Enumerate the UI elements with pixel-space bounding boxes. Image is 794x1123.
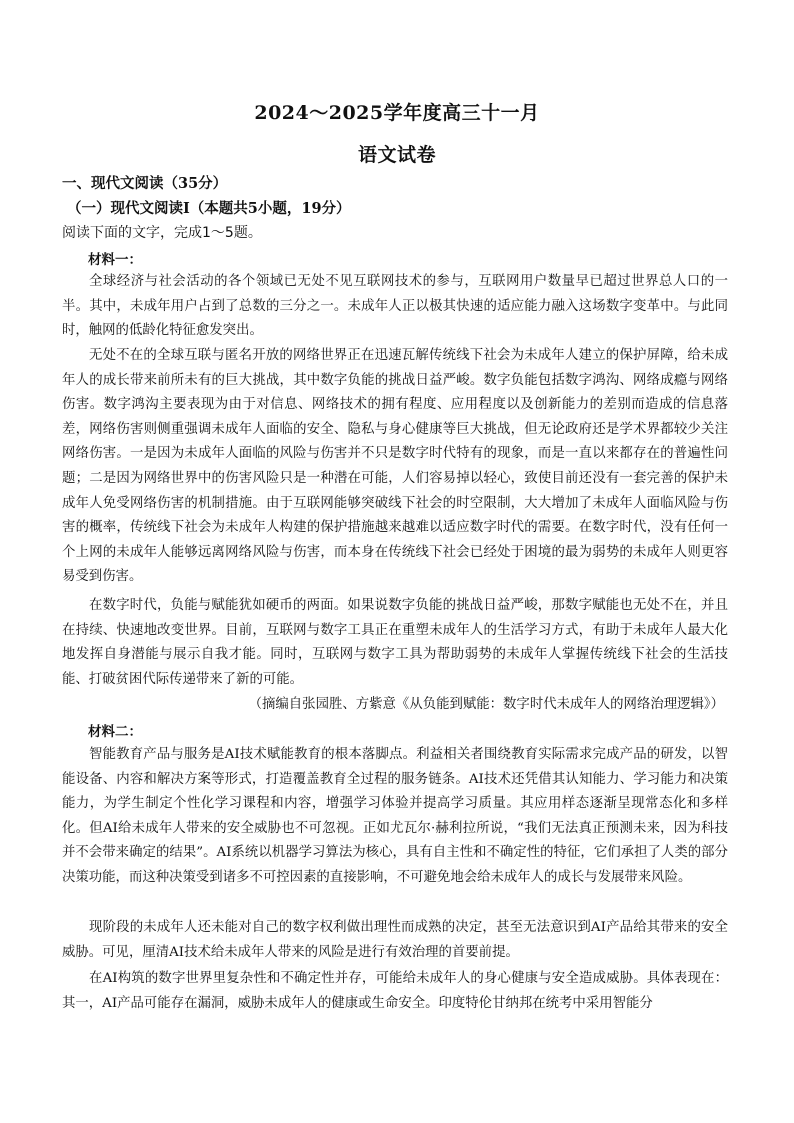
subsection-heading: （一）现代文阅读Ⅰ（本题共5小题，19分） xyxy=(67,200,351,217)
material-two-label: 材料二： xyxy=(88,724,142,740)
material-one-paragraph: 在数字时代，负能与赋能犹如硬币的两面。如果说数字负能的挑战日益严峻，那数字赋能也无处不在，并且在持续、快速地改变世界。目前，互联网与数字工具正在重塑未成年人的生活学习方式，有助于未成年人最大化地发挥自身潜能与展示自我才能。同时，互联网与数字工具为帮助弱势的未成年人掌握传统线下社会的生活技能、打破贫困代际传递带来了新的可能。 xyxy=(62,598,728,687)
material-one-label: 材料一： xyxy=(88,252,142,268)
material-two-paragraph: 智能教育产品与服务是AI技术赋能教育的根本落脚点。利益相关者围绕教育实际需求完成产品的研发，以智能设备、内容和解决方案等形式，打造覆盖教育全过程的服务链条。AI技术还凭借其认知能力、学习能力和决策能力，为学生制定个性化学习课程和内容，增强学习体验并提高学习质量。其应用样态逐渐呈现常态化和多样化。但AI给未成年人带来的安全威胁也不可忽视。正如尤瓦尔·赫利拉所说，“我们无法真正预测未来，因为科技并不会带来确定的结果”。AI系统以机器学习算法为核心，具有自主性和不确定性的特征，它们承担了人类的部分决策功能，而这种决策受到诸多不可控因素的直接影响，不可避免地会给未成年人的成长与发展带来风险。 xyxy=(62,747,728,885)
material-one-paragraph: 无处不在的全球互联与匿名开放的网络世界正在迅速瓦解传统线下社会为未成年人建立的保护屏障，给未成年人的成长带来前所未有的巨大挑战，其中数字负能的挑战日益严峻。数字负能包括数字鸿沟、网络成瘾与网络伤害。数字鸿沟主要表现为由于对信息、网络技术的拥有程度、应用程度以及创新能力的差别而造成的信息落差，网络伤害则侧重强调未成年人面临的安全、隐私与身心健康等巨大挑战，但无论政府还是学术界都较少关注网络伤害。一是因为未成年人面临的风险与伤害并不只是数字时代特有的现象，而是一直以来都存在的普遍性问题；二是因为网络世界中的伤害风险只是一种潜在可能，人们容易掉以轻心，致使目前还没有一套完善的保护未成年人免受网络伤害的机制措施。由于互联网能够突破线下社会的时空限制，大大增加了未成年人面临风险与伤害的概率，传统线下社会为未成年人构建的保护措施越来越难以适应数字时代的需要。在数字时代，没有任何一个上网的未成年人能够远离网络风险与伤害，而本身在传统线下社会已经处于困境的最为弱势的未成年人则更容易受到伤害。 xyxy=(62,348,728,585)
material-one-paragraph: 全球经济与社会活动的各个领域已无处不见互联网技术的参与，互联网用户数量早已超过世界总人口的一半。其中，未成年用户占到了总数的三分之一。未成年人正以极其快速的适应能力融入这场数字变革中。与此同时，触网的低龄化特征愈发突出。 xyxy=(62,274,728,339)
material-two-paragraph: 在AI构筑的数字世界里复杂性和不确定性并存，可能给未成年人的身心健康与安全造成威胁。具体表现在：其一，AI产品可能存在漏洞，威胁未成年人的健康或生命安全。印度特伦甘纳邦在统考中采用智能分 xyxy=(62,971,728,1011)
exam-subject-title: 语文试卷 xyxy=(357,144,436,166)
reading-instruction: 阅读下面的文字，完成1～5题。 xyxy=(62,225,262,241)
section-heading: 一、现代文阅读（35分） xyxy=(62,175,228,192)
material-two-paragraph: 现阶段的未成年人还未能对自己的数字权利做出理性而成熟的决定，甚至无法意识到AI产品给其带来的安全威胁。可见，厘清AI技术给未成年人带来的风险是进行有效治理的首要前提。 xyxy=(62,920,728,960)
exam-title: 2024～2025学年度高三十一月 xyxy=(254,102,540,124)
material-one-source: （摘编自张园胜、方紫意《从负能到赋能：数字时代未成年人的网络治理逻辑》） xyxy=(248,697,724,712)
